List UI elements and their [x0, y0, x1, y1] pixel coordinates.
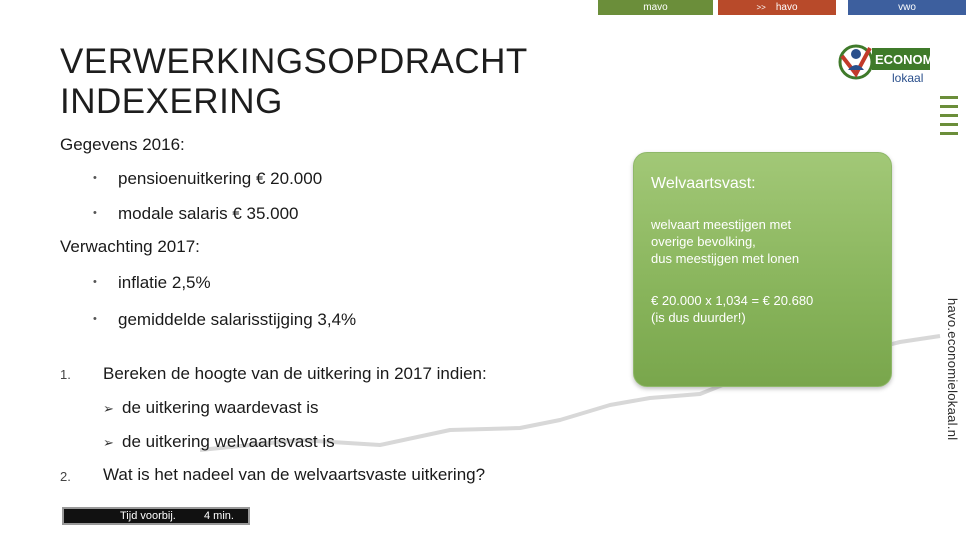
bullet-icon: • [93, 172, 97, 184]
card-body: welvaart meestijgen met overige bevolking, dus meestijgen met lonen [651, 217, 800, 266]
sub-item: ➢ de uitkering welvaartsvast is [103, 432, 335, 451]
verwachting-item: • gemiddelde salarisstijging 3,4% [93, 310, 357, 329]
timer-value: 4 min. [204, 510, 234, 522]
sidebar-decoration [940, 96, 958, 141]
bullet-icon: • [93, 313, 97, 325]
page-title [60, 42, 528, 122]
bullet-icon: • [93, 276, 97, 288]
question-text: Bereken de hoogte van de uitkering in 2017 indien: [103, 364, 487, 383]
card-calculation: € 20.000 x 1,034 = € 20.680 (is dus duurder!) [651, 293, 814, 325]
gegevens-heading: Gegevens 2016: [60, 135, 185, 154]
verwachting-item: • inflatie 2,5% [93, 273, 211, 292]
title-line-1: VERWERKINGSOPDRACHT [60, 42, 528, 81]
question-number: 2. [60, 469, 71, 484]
timer-bar [62, 507, 250, 525]
economielokaal-logo [836, 30, 946, 92]
card-title: Welvaartsvast: [651, 175, 756, 192]
tab-havo[interactable]: >> havo [718, 0, 836, 15]
verwachting-heading: Verwachting 2017: [60, 237, 200, 256]
svg-text:ECONOMIE: ECONOMIE [875, 52, 946, 67]
gegevens-item: • pensioenuitkering € 20.000 [93, 169, 323, 188]
arrow-bullet-icon: ➢ [103, 401, 114, 416]
sub-item: ➢ de uitkering waardevast is [103, 398, 319, 417]
question-text: Wat is het nadeel van de welvaartsvaste uitkering? [103, 465, 486, 484]
timer-label: Tijd voorbij. [120, 510, 176, 522]
double-chevron-icon: >> [756, 3, 766, 12]
title-line-2: INDEXERING [60, 82, 283, 121]
bullet-icon: • [93, 207, 97, 219]
svg-text:lokaal: lokaal [892, 71, 924, 85]
gegevens-item: • modale salaris € 35.000 [93, 204, 299, 223]
tab-vwo[interactable]: vwo [848, 0, 966, 15]
site-url: havo.economielokaal.nl [945, 298, 960, 441]
question-number: 1. [60, 367, 71, 382]
info-card [633, 152, 892, 387]
arrow-bullet-icon: ➢ [103, 435, 114, 450]
tab-mavo[interactable]: mavo [598, 0, 713, 15]
